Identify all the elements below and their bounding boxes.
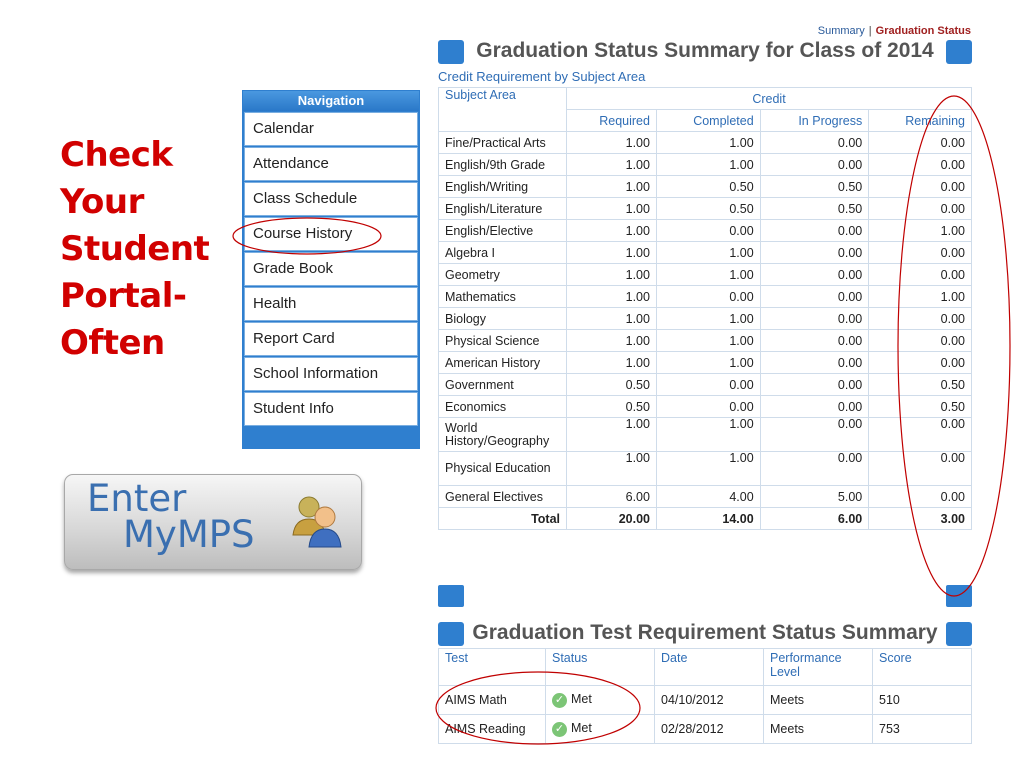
total-completed: 14.00: [656, 508, 760, 530]
table-row: [439, 264, 972, 286]
cell-required: 1.00: [567, 242, 657, 264]
cell-subject: Mathematics: [439, 286, 567, 308]
cell-in-progress: 0.00: [760, 242, 869, 264]
cell-completed: 1.00: [656, 452, 760, 486]
cell-completed: 0.50: [656, 176, 760, 198]
callout-line: Your: [60, 182, 144, 222]
col-date: Date: [655, 649, 764, 686]
cell-completed: 1.00: [656, 264, 760, 286]
cell-remaining: 0.00: [869, 198, 972, 220]
graduation-summary-header: [438, 38, 972, 64]
top-links: [818, 25, 971, 37]
callout-line: Portal-: [60, 276, 187, 316]
table-row: [439, 242, 972, 264]
status-text: Met: [571, 721, 592, 736]
link-separator: |: [868, 25, 872, 37]
nav-item-grade-book[interactable]: Grade Book: [244, 252, 418, 286]
cell-completed: 1.00: [656, 308, 760, 330]
cell-remaining: 0.00: [869, 176, 972, 198]
cell-required: 1.00: [567, 330, 657, 352]
col-required: Required: [567, 110, 657, 132]
cell-remaining: 0.00: [869, 242, 972, 264]
total-label: Total: [439, 508, 567, 530]
nav-item-student-info[interactable]: Student Info: [244, 392, 418, 426]
callout-line: Student: [60, 229, 210, 269]
cell-subject: Government: [439, 374, 567, 396]
cell-subject: American History: [439, 352, 567, 374]
cell-required: 1.00: [567, 452, 657, 486]
check-icon: ✓: [552, 722, 567, 737]
cell-remaining: 1.00: [869, 286, 972, 308]
credit-requirement-subtitle: Credit Requirement by Subject Area: [438, 69, 646, 84]
cell-performance: Meets: [764, 686, 873, 715]
nav-item-attendance[interactable]: Attendance: [244, 147, 418, 181]
cell-subject: English/Writing: [439, 176, 567, 198]
cell-required: 1.00: [567, 418, 657, 452]
cell-subject: Biology: [439, 308, 567, 330]
enter-mymps-button[interactable]: [64, 474, 362, 570]
cell-remaining: 0.50: [869, 374, 972, 396]
cell-in-progress: 0.00: [760, 452, 869, 486]
cell-required: 1.00: [567, 286, 657, 308]
table-row: [439, 374, 972, 396]
table-row: [439, 132, 972, 154]
cell-subject: Economics: [439, 396, 567, 418]
cell-completed: 0.00: [656, 286, 760, 308]
navigation-panel: [242, 90, 420, 449]
callout-line: Often: [60, 323, 165, 363]
cell-status: [546, 686, 655, 715]
cell-required: 1.00: [567, 220, 657, 242]
nav-item-school-information[interactable]: School Information: [244, 357, 418, 391]
check-icon: ✓: [552, 693, 567, 708]
enter-mymps-label: [87, 477, 255, 556]
nav-item-report-card[interactable]: Report Card: [244, 322, 418, 356]
cell-required: 1.00: [567, 198, 657, 220]
table-row: [439, 176, 972, 198]
cell-in-progress: 0.50: [760, 198, 869, 220]
navigation-footer: [243, 426, 419, 448]
cell-subject: Geometry: [439, 264, 567, 286]
table-row: [439, 154, 972, 176]
cell-in-progress: 0.50: [760, 176, 869, 198]
test-summary-header: [438, 620, 972, 646]
enter-label-line: Enter: [87, 477, 187, 520]
cell-required: 1.00: [567, 352, 657, 374]
cell-in-progress: 0.00: [760, 352, 869, 374]
table-row: [439, 352, 972, 374]
test-summary-title: Graduation Test Requirement Status Summary: [472, 621, 938, 644]
cell-subject: English/9th Grade: [439, 154, 567, 176]
cell-remaining: 0.00: [869, 452, 972, 486]
cell-remaining: 0.00: [869, 264, 972, 286]
col-test: Test: [439, 649, 546, 686]
cell-subject: English/Literature: [439, 198, 567, 220]
table-row: [439, 486, 972, 508]
table-row: [439, 686, 972, 715]
cell-completed: 1.00: [656, 154, 760, 176]
cell-required: 0.50: [567, 396, 657, 418]
cell-in-progress: 0.00: [760, 264, 869, 286]
total-row: [439, 508, 972, 530]
cell-required: 6.00: [567, 486, 657, 508]
cell-completed: 1.00: [656, 242, 760, 264]
cell-in-progress: 0.00: [760, 220, 869, 242]
credit-table: [438, 87, 972, 530]
status-text: Met: [571, 692, 592, 707]
col-status: Status: [546, 649, 655, 686]
enter-label-line: MyMPS: [123, 513, 255, 556]
table-row: [439, 452, 972, 486]
cell-completed: 1.00: [656, 418, 760, 452]
cell-subject: Physical Science: [439, 330, 567, 352]
cell-completed: 1.00: [656, 330, 760, 352]
cell-subject: General Electives: [439, 486, 567, 508]
nav-item-calendar[interactable]: Calendar: [244, 112, 418, 146]
cell-in-progress: 0.00: [760, 308, 869, 330]
col-performance-level: Performance Level: [764, 649, 873, 686]
col-remaining: Remaining: [869, 110, 972, 132]
cell-subject: Fine/Practical Arts: [439, 132, 567, 154]
table-row: [439, 308, 972, 330]
cell-test: AIMS Math: [439, 686, 546, 715]
cell-completed: 0.00: [656, 374, 760, 396]
table-row: [439, 715, 972, 744]
cell-subject: Algebra I: [439, 242, 567, 264]
cell-test: AIMS Reading: [439, 715, 546, 744]
callout-line: Check: [60, 135, 173, 175]
cell-remaining: 0.00: [869, 132, 972, 154]
cell-remaining: 0.00: [869, 352, 972, 374]
nav-item-class-schedule[interactable]: Class Schedule: [244, 182, 418, 216]
cell-remaining: 0.00: [869, 330, 972, 352]
cell-score: 753: [873, 715, 972, 744]
graduation-status-link[interactable]: Graduation Status: [875, 25, 971, 37]
cell-required: 1.00: [567, 154, 657, 176]
footer-cap-left: [438, 585, 464, 607]
cell-required: 0.50: [567, 374, 657, 396]
total-remaining: 3.00: [869, 508, 972, 530]
cell-in-progress: 5.00: [760, 486, 869, 508]
cell-remaining: 0.00: [869, 418, 972, 452]
cell-in-progress: 0.00: [760, 418, 869, 452]
cell-date: 04/10/2012: [655, 686, 764, 715]
cell-remaining: 0.00: [869, 308, 972, 330]
cell-date: 02/28/2012: [655, 715, 764, 744]
cell-subject: World History/Geography: [439, 418, 567, 452]
cell-remaining: 0.00: [869, 486, 972, 508]
cell-required: 1.00: [567, 264, 657, 286]
col-completed: Completed: [656, 110, 760, 132]
table-row: [439, 198, 972, 220]
navigation-title: Navigation: [243, 91, 419, 111]
total-required: 20.00: [567, 508, 657, 530]
cell-completed: 0.50: [656, 198, 760, 220]
cell-in-progress: 0.00: [760, 396, 869, 418]
cell-in-progress: 0.00: [760, 132, 869, 154]
summary-link[interactable]: Summary: [817, 25, 865, 37]
cell-remaining: 0.00: [869, 154, 972, 176]
users-icon: [287, 491, 347, 551]
table-row: [439, 330, 972, 352]
nav-item-health[interactable]: Health: [244, 287, 418, 321]
cell-in-progress: 0.00: [760, 286, 869, 308]
table-row: [439, 418, 972, 452]
cell-subject: Physical Education: [439, 452, 567, 486]
cell-completed: 0.00: [656, 396, 760, 418]
cell-score: 510: [873, 686, 972, 715]
cell-in-progress: 0.00: [760, 154, 869, 176]
nav-item-course-history[interactable]: Course History: [244, 217, 418, 251]
cell-required: 1.00: [567, 308, 657, 330]
credit-table-footer: [438, 585, 972, 607]
cell-status: [546, 715, 655, 744]
callout-text: [60, 132, 209, 367]
cell-subject: English/Elective: [439, 220, 567, 242]
col-subject-area: Subject Area: [439, 88, 567, 132]
test-table: [438, 648, 972, 744]
col-credit: Credit: [567, 88, 972, 110]
table-row: [439, 220, 972, 242]
col-in-progress: In Progress: [760, 110, 869, 132]
col-score: Score: [873, 649, 972, 686]
cell-performance: Meets: [764, 715, 873, 744]
cell-remaining: 1.00: [869, 220, 972, 242]
cell-in-progress: 0.00: [760, 374, 869, 396]
cell-required: 1.00: [567, 132, 657, 154]
total-in-progress: 6.00: [760, 508, 869, 530]
cell-remaining: 0.50: [869, 396, 972, 418]
cell-completed: 4.00: [656, 486, 760, 508]
cell-completed: 0.00: [656, 220, 760, 242]
table-row: [439, 396, 972, 418]
table-row: [439, 286, 972, 308]
cell-required: 1.00: [567, 176, 657, 198]
footer-cap-right: [946, 585, 972, 607]
cell-in-progress: 0.00: [760, 330, 869, 352]
cell-completed: 1.00: [656, 132, 760, 154]
graduation-summary-title: Graduation Status Summary for Class of 2014: [476, 39, 934, 62]
cell-completed: 1.00: [656, 352, 760, 374]
